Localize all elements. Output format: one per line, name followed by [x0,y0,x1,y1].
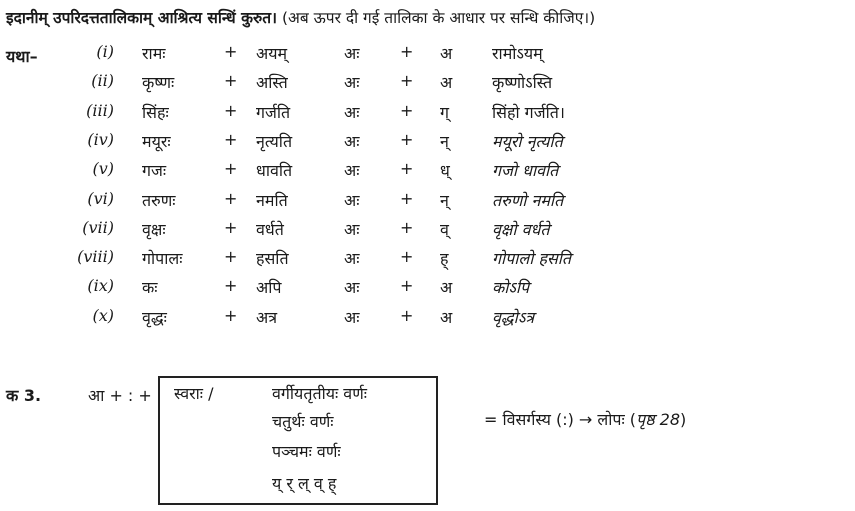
second-word: अत्र [256,307,278,327]
row-number: (ix) [87,276,114,296]
table-row [0,189,855,217]
following-letter: ध् [440,161,450,181]
row-number: (i) [96,42,114,61]
box-line-3: पञ्चमः वर्णः [272,442,341,461]
first-word: सिंहः [142,102,169,122]
plus-sign: + [224,100,238,120]
visarga-cell: अः [344,102,360,122]
row-number: (vi) [87,188,114,208]
row-number: (x) [92,305,114,325]
row-number: (ii) [91,71,114,91]
visarga-cell: अः [344,161,360,181]
table-row [0,71,855,99]
following-letter: ह् [440,249,449,269]
second-word: धावति [256,161,293,181]
first-word: रामः [142,44,166,63]
plus-sign: + [224,217,238,237]
plus-sign: + [224,42,238,61]
second-word: अपि [256,278,282,298]
example-label: यथा– [6,47,38,66]
plus-sign: + [224,247,238,267]
table-row [0,306,855,334]
plus-sign: + [400,159,414,179]
instruction-hindi: (अब ऊपर दी गई तालिका के आधार पर सन्धि कीजिए।) [281,9,596,27]
second-word: गर्जति [256,102,291,122]
result-prefix: = विसर्गस्य (:) → लोपः ( [484,410,637,429]
second-word: हसति [256,249,289,269]
sandhi-result: सिंहो गर्जति। [492,102,565,122]
first-word: गोपालः [142,249,183,269]
table-row [0,247,855,275]
visarga-cell: अः [344,249,360,269]
first-word: कः [142,278,158,298]
plus-sign: + [400,71,414,91]
plus-sign: + [400,305,414,325]
table-row [0,130,855,158]
box-line-2: चतुर्थः वर्णः [272,412,334,431]
instruction-line [6,6,595,28]
row-number: (vii) [82,217,114,237]
following-letter: न् [440,131,449,151]
second-word: नमति [256,190,288,210]
sandhi-result: तरुणो नमति [492,190,564,210]
following-letter: व् [440,219,449,239]
plus-sign: + [400,217,414,237]
second-word: अस्ति [256,73,288,93]
visarga-cell: अः [344,219,360,239]
box-line-1: वर्गीयतृतीयः वर्णः [272,384,368,403]
sandhi-result: गोपालो हसति [492,249,572,269]
following-letter: अ [440,73,453,93]
sandhi-result: वृक्षो वर्धते [492,219,550,239]
table-row [0,42,855,70]
row-number: (iii) [86,100,114,120]
table-row [0,218,855,246]
instruction-sanskrit: इदानीम् उपरिदत्ततालिकाम् आश्रित्य सन्धिं कुरुत। [6,9,277,27]
visarga-cell: अः [344,307,360,327]
row-number: (viii) [77,247,114,267]
section-3-label: क 3. [6,386,42,405]
plus-sign: + [224,276,238,296]
plus-sign: + [224,159,238,179]
sandhi-result: मयूरो नृत्यति [492,131,563,151]
row-number: (v) [92,159,114,179]
first-word: तरुणः [142,190,176,210]
result-page: पृष्ठ 28 [636,410,681,429]
sandhi-result: गजो धावति [492,161,559,181]
sandhi-result: रामोऽयम् [492,44,543,63]
first-word: वृक्षः [142,219,166,239]
visarga-cell: अः [344,73,360,93]
plus-sign: + [400,188,414,208]
result-suffix: ) [680,410,687,429]
second-word: अयम् [256,44,288,63]
first-word: मयूरः [142,131,171,151]
plus-sign: + [224,129,238,149]
box-line-4: य् र् ल् व् ह् [272,474,337,493]
condition-box [158,376,438,505]
following-letter: अ [440,307,453,327]
visarga-cell: अः [344,44,360,63]
following-letter: अ [440,44,453,63]
following-letter: न् [440,190,449,210]
table-row [0,159,855,187]
plus-sign: + [400,247,414,267]
following-letter: अ [440,278,453,298]
sandhi-result: कृष्णोऽस्ति [492,73,553,93]
box-svara: स्वराः / [174,384,214,403]
visarga-cell: अः [344,131,360,151]
plus-sign: + [400,129,414,149]
plus-sign: + [224,305,238,325]
plus-sign: + [224,71,238,91]
sandhi-result: वृद्धोऽत्र [492,307,535,327]
section-3-expression: आ + : + [88,386,152,405]
second-word: नृत्यति [256,131,293,151]
plus-sign: + [400,276,414,296]
first-word: कृष्णः [142,73,175,93]
plus-sign: + [400,100,414,120]
visarga-cell: अः [344,190,360,210]
plus-sign: + [400,42,414,61]
first-word: वृद्धः [142,307,167,327]
row-number: (iv) [87,129,114,149]
first-word: गजः [142,161,167,181]
table-row [0,101,855,129]
table-row [0,276,855,304]
visarga-cell: अः [344,278,360,298]
plus-sign: + [224,188,238,208]
second-word: वर्धते [256,219,284,239]
section-3-result [484,408,686,430]
sandhi-result: कोऽपि [492,278,530,298]
following-letter: ग् [440,102,450,122]
